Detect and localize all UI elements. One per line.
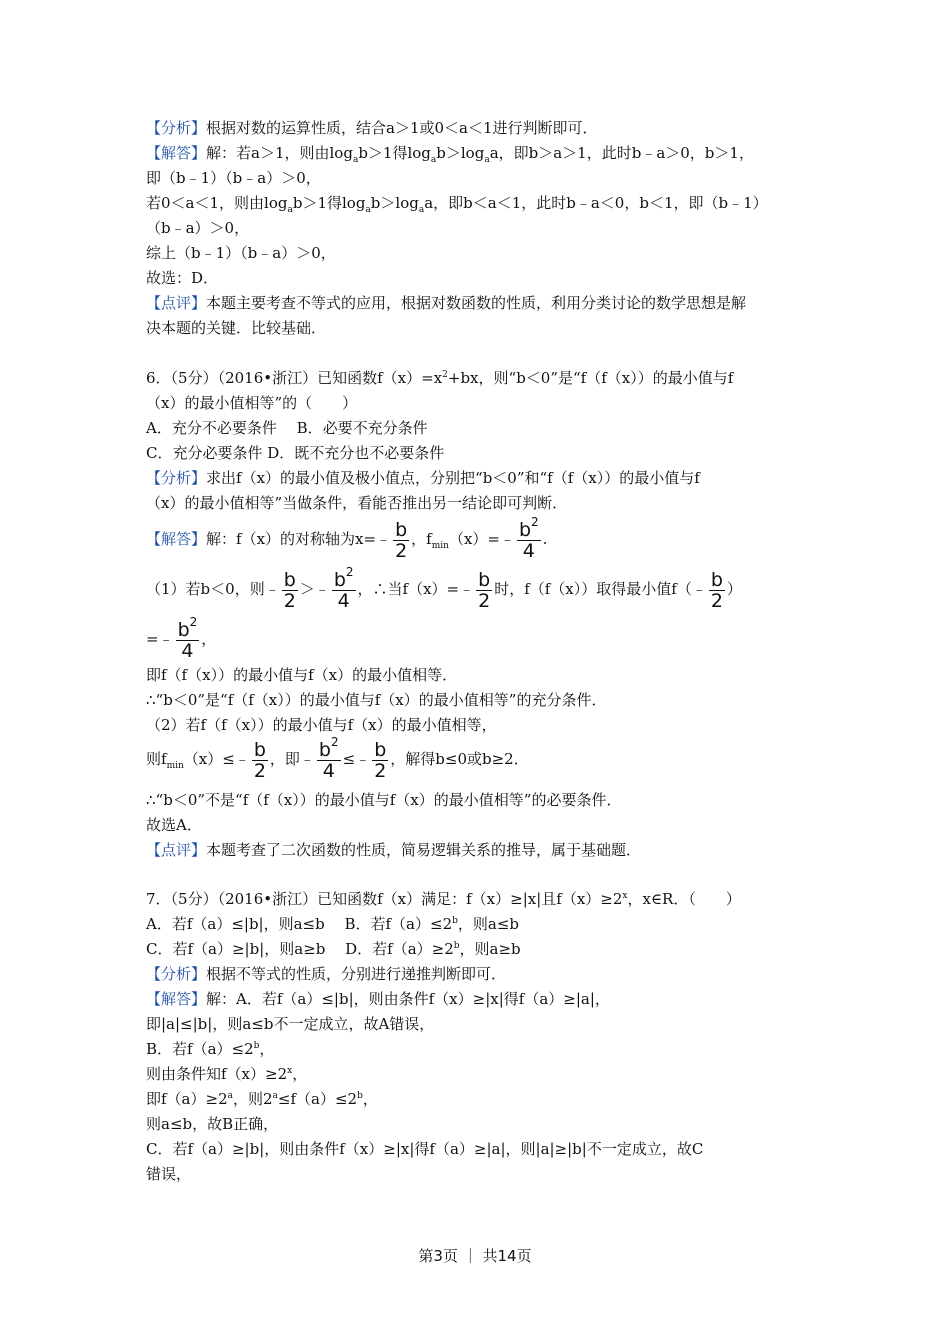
- q6-part1-line-4: ∴“b＜0”是“f（f（x））的最小值与f（x）的最小值相等”的充分条件．: [146, 691, 607, 709]
- q7-solution-line-3: B．若$f(a)\le 2^b$，: [146, 1040, 275, 1058]
- q5-solution-line-4: （b﹣a）＞0，: [146, 219, 250, 237]
- fraction-b-over-2: $\frac{b}{2}$: [253, 738, 266, 782]
- q6-part2-line-3: ∴“b＜0”不是“f（f（x））的最小值与f（x）的最小值相等”的必要条件．: [146, 791, 622, 809]
- comment-tag: 【点评】: [146, 294, 207, 312]
- q7-stem: 7．（5分）（2016•浙江）已知函数f（x）满足：f（x）≥|x|且$f(x)\ge 2^x$，x∈R．（ ）: [146, 890, 741, 908]
- q7-solution-line-7: C．若f（a）≥|b|，则由条件f（x）≥|x|得f（a）≥|a|，则|a|≥|b|不一定成立，故C: [146, 1140, 704, 1158]
- solution-tag: 【解答】: [146, 990, 207, 1008]
- q5-solution-line-2: 即（b﹣1）（b﹣a）＞0，: [146, 169, 321, 187]
- q6-solution-line-1: 【解答】解：f（x）的对称轴为x=﹣ $\frac{b}{2}$ ，$f_{min}(x)=﹣$ $\frac{b^2}{4}$ .: [146, 515, 548, 562]
- fraction-b-over-2: $\frac{b}{2}$: [283, 568, 296, 612]
- q5-solution-line-1: 【解答】解：若a＞1，则由$\log_ab>1$得$\log_ab>\log_aa$，即b＞a＞1，此时b﹣a＞0，b＞1，: [146, 144, 754, 165]
- comment-tag: 【点评】: [146, 841, 207, 859]
- q7-options-cd: C．若f（a）≥|b|，则a≥b D．若$f(a)\ge 2^b$，则a≥b: [146, 940, 521, 958]
- q7-solution-line-4: 则由条件知$f(x)\ge 2^x$，: [146, 1065, 308, 1083]
- q6-part2-line-2: 则$f_{min}(x)\le﹣$ $\frac{b}{2}$ ，即﹣ $\frac{b^2}{4}$ ≤﹣ $\frac{b}{2}$ ，解得b≤0或b≥2．: [146, 735, 529, 782]
- analysis-tag: 【分析】: [146, 965, 207, 983]
- q7-solution-line-5: 即$f(a)\ge 2^a$，则$2^a\le f(a)\le 2^b$，: [146, 1090, 378, 1108]
- q7-solution-line-2: 即|a|≤|b|，则a≤b不一定成立，故A错误，: [146, 1015, 435, 1033]
- q6-analysis-line-2: （x）的最小值相等”当做条件，看能否推出另一结论即可判断．: [146, 494, 568, 512]
- q5-comment-line-2: 决本题的关键．比较基础．: [146, 319, 327, 337]
- solution-tag: 【解答】: [146, 530, 207, 548]
- q6-options-ab: A．充分不必要条件 B．必要不充分条件: [146, 419, 428, 437]
- fraction-b-over-2: $\frac{b}{2}$: [710, 568, 723, 612]
- q6-analysis-line-1: 【分析】求出f（x）的最小值及极小值点，分别把“b＜0”和“f（f（x））的最小值与f: [146, 469, 700, 487]
- q6-part1-line-1: （1）若b＜0，则﹣ $\frac{b}{2}$ ＞﹣ $\frac{b^2}{4}$ ，∴当f（x）=﹣ $\frac{b}{2}$ 时，f（f（x））取得最小值f（﹣ $\frac{b}{2}$ ）: [146, 565, 742, 612]
- solution-tag: 【解答】: [146, 144, 207, 162]
- q6-comment-line: 【点评】本题考查了二次函数的性质，简易逻辑关系的推导，属于基础题．: [146, 841, 642, 859]
- fraction-b-over-2: $\frac{b}{2}$: [395, 518, 408, 562]
- analysis-tag: 【分析】: [146, 469, 207, 487]
- q6-part2-line-1: （2）若f（f（x））的最小值与f（x）的最小值相等，: [146, 716, 497, 734]
- q6-options-cd: C．充分必要条件 D．既不充分也不必要条件: [146, 444, 445, 462]
- page-footer: 第3页 ｜ 共14页: [418, 1247, 532, 1265]
- fraction-b2-over-4: $\frac{b^2}{4}$: [318, 735, 339, 782]
- q6-part1-line-2: =﹣ $\frac{b^2}{4}$ ，: [146, 615, 217, 662]
- q6-part1-line-3: 即f（f（x））的最小值与f（x）的最小值相等．: [146, 666, 458, 684]
- q5-solution-line-5: 综上（b﹣1）（b﹣a）＞0，: [146, 244, 336, 262]
- q7-solution-line-8: 错误，: [146, 1165, 192, 1183]
- q6-stem-line-1: 6．（5分）（2016•浙江）已知函数$f(x)=x^2+bx$，则“b＜0”是“f（f（x））的最小值与f: [146, 369, 734, 387]
- q7-solution-line-6: 则a≤b，故B正确，: [146, 1115, 279, 1133]
- q5-solution-line-3: 若0＜a＜1，则由$\log_ab>1$得$\log_ab>\log_aa$，即b＜a＜1，此时b﹣a＜0，b＜1，即（b﹣1）: [146, 194, 768, 215]
- fraction-b-over-2: $\frac{b}{2}$: [478, 568, 491, 612]
- q5-solution-line-6: 故选：D．: [146, 269, 219, 287]
- fraction-b2-over-4: $\frac{b^2}{4}$: [333, 565, 354, 612]
- q5-comment-line-1: 【点评】本题主要考查不等式的应用，根据对数函数的性质，利用分类讨论的数学思想是解: [146, 294, 747, 312]
- fraction-b2-over-4: $\frac{b^2}{4}$: [177, 615, 198, 662]
- q5-analysis-line: 【分析】根据对数的运算性质，结合a＞1或0＜a＜1进行判断即可．: [146, 119, 598, 137]
- q6-part2-line-4: 故选A．: [146, 816, 202, 834]
- q6-stem-line-2: （x）的最小值相等”的（ ）: [146, 394, 358, 412]
- fraction-b-over-2: $\frac{b}{2}$: [374, 738, 387, 782]
- analysis-tag: 【分析】: [146, 119, 207, 137]
- q7-options-ab: A．若f（a）≤|b|，则a≤b B．若$f(a)\le 2^b$，则a≤b: [146, 915, 520, 933]
- q7-solution-line-1: 【解答】解：A．若f（a）≤|b|，则由条件f（x）≥|x|得f（a）≥|a|，: [146, 990, 610, 1008]
- fraction-b2-over-4: $\frac{b^2}{4}$: [518, 515, 539, 562]
- q7-analysis-line: 【分析】根据不等式的性质，分别进行递推判断即可．: [146, 965, 507, 983]
